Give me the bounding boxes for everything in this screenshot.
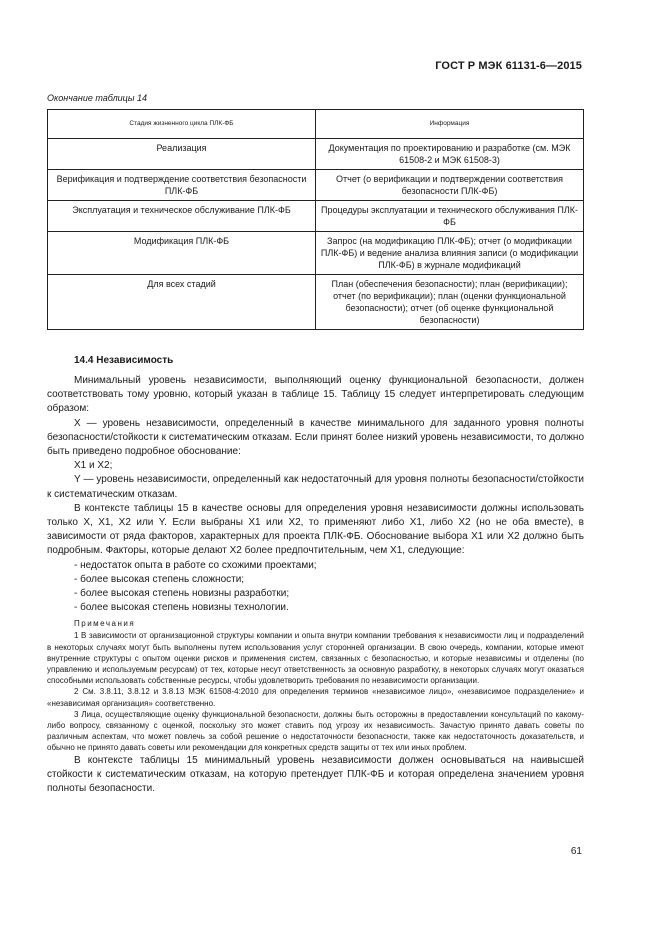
table-header-row bbox=[48, 110, 584, 139]
list-item: - более высокая степень новизны разработки; bbox=[74, 588, 290, 600]
note-item: 3 Лица, осуществляющие оценку функциональной безопасности, должны быть осторожны в предоставлении консультаций по какому-либо вопросу, связанному с оценкой, поскольку это может ставить под угрозу их независимость. Зачастую принято давать советы по различным аспектам, что может повлечь за собой решение о недостаточности безопасности, также как недостаточность доказательств, и обычно не принято давать советы или рекомендации для конкретных средств защиты от тех или иных проблем. bbox=[47, 709, 584, 753]
table-cell-stage: Для всех стадий bbox=[48, 275, 316, 330]
table-cell-stage: Верификация и подтверждение соответствия безопасности ПЛК-ФБ bbox=[48, 170, 316, 201]
paragraph: В контексте таблицы 15 в качестве основы для определения уровня независимости должны использовать только X, X1, X2 или Y. Если выбраны X1 или X2, то применяют либо X1, либо X2 (но не оба вместе), в зависимости от ряда факторов, характерных для проекта ПЛК-ФБ. Обоснование выбора X1 или X2 должно быть подробным. Факторы, которые делают X2 более предпочтительным, чем X1, следующие: bbox=[47, 502, 584, 557]
table-cell-information: Запрос (на модификацию ПЛК-ФБ); отчет (о модификации ПЛК-ФБ) и ведение анализа влияния записи (о модификации ПЛК-ФБ) в журнале модификаций bbox=[316, 232, 584, 275]
list-item: - более высокая степень новизны технологии. bbox=[74, 602, 289, 614]
column-header-information: Информация bbox=[316, 110, 584, 139]
table-cell-stage: Эксплуатация и техническое обслуживание ПЛК-ФБ bbox=[48, 201, 316, 232]
table-cell-stage: Модификация ПЛК-ФБ bbox=[48, 232, 316, 275]
section-body bbox=[47, 354, 584, 796]
list-item: - более высокая степень сложности; bbox=[74, 573, 245, 585]
table-row bbox=[48, 139, 584, 170]
table-caption: Окончание таблицы 14 bbox=[47, 93, 147, 103]
table-cell-information: Документация по проектированию и разработке (см. МЭК 61508-2 и МЭК 61508-3) bbox=[316, 139, 584, 170]
table-row bbox=[48, 170, 584, 201]
paragraph: Y — уровень независимости, определенный как недостаточный для уровня полноты безопасности/стойкости к систематическим отказам. bbox=[47, 474, 584, 500]
notes-block bbox=[47, 618, 584, 753]
paragraph: X1 и X2; bbox=[74, 460, 113, 472]
paragraph: Минимальный уровень независимости, выполняющий оценку функциональной безопасности, должен соответствовать тому уровню, который указан в таблице 15. Таблицу 15 следует интерпретировать следующим образом: bbox=[47, 375, 584, 415]
column-header-stage: Стадия жизненного цикла ПЛК-ФБ bbox=[48, 110, 316, 139]
table-cell-information: Отчет (о верификации и подтверждении соответствия безопасности ПЛК-ФБ) bbox=[316, 170, 584, 201]
final-paragraph: В контексте таблицы 15 минимальный уровень независимости должен основываться на наивысшей стойкости к систематическим отказам, на которую претендует ПЛК-ФБ и которая определена значением уровня полноты безопасности. bbox=[47, 754, 584, 795]
page-number: 61 bbox=[570, 846, 582, 857]
section-title: 14.4 Независимость bbox=[74, 355, 174, 366]
table-row bbox=[48, 201, 584, 232]
note-item: 1 В зависимости от организационной структуры компании и опыта внутри компании требования к независимости лиц и подразделений в некоторых случаях могут быть выполнены путем использования услуг сторонней организации. В свою очередь, компании, которые имеют внутренние структуры с опытом оценки рисков и применения систем, связанных с безопасностью, и которые независимы и отделены (по управлению и используемым ресурсам) от тех, которые несут ответственность за основную разработку, в некоторых случаях могут оказаться способными использовать собственные ресурсы, чтобы удовлетворить требования по независимости организации. bbox=[47, 631, 584, 686]
table-row bbox=[48, 232, 584, 275]
table-cell-stage: Реализация bbox=[48, 139, 316, 170]
lifecycle-info-table bbox=[47, 109, 584, 330]
paragraph: X — уровень независимости, определенный в качестве минимального для заданного уровня полноты безопасности/стойкости к систематическим отказам. Если принят более низкий уровень независимости, то должно быть приведено подробное обоснование: bbox=[47, 417, 584, 458]
list-item: - недостаток опыта в работе со схожими проектами; bbox=[74, 559, 317, 571]
table-cell-information: Процедуры эксплуатации и технического обслуживания ПЛК-ФБ bbox=[316, 201, 584, 232]
table-row bbox=[48, 275, 584, 330]
standard-header: ГОСТ Р МЭК 61131-6—2015 bbox=[435, 60, 582, 72]
table-cell-information: План (обеспечения безопасности); план (верификации); отчет (по верификации); план (оценки функциональной безопасности); отчет (об оценке функциональной безопасности) bbox=[316, 275, 584, 330]
notes-title: Примечания bbox=[74, 619, 136, 629]
note-item: 2 См. 3.8.11, 3.8.12 и 3.8.13 МЭК 61508-4:2010 для определения терминов «независимое лицо», «независимое подразделение» и «независимая организация» соответственно. bbox=[47, 687, 584, 708]
